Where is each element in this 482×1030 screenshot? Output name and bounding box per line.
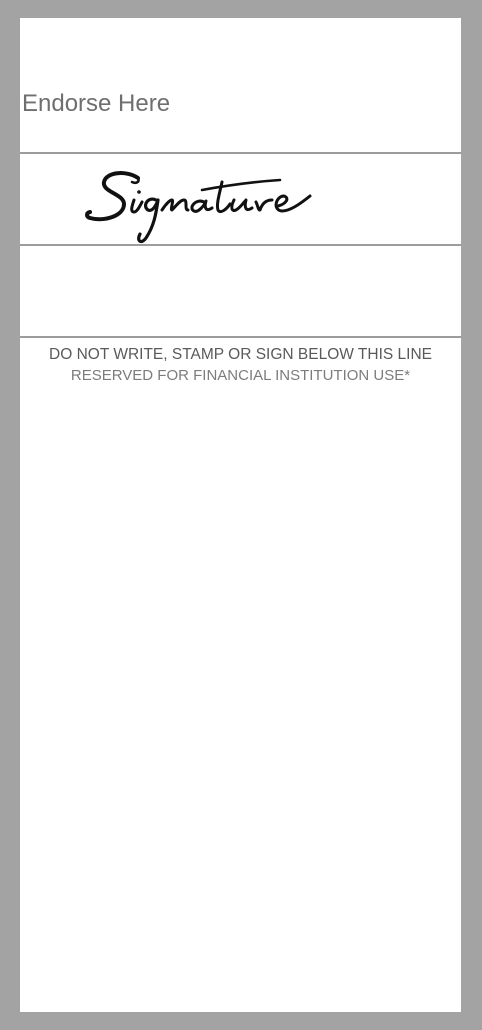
signature-image — [84, 166, 354, 246]
endorse-here-title: Endorse Here — [22, 90, 171, 117]
endorsement-line-middle — [20, 244, 461, 246]
check-back-panel — [20, 18, 461, 1012]
endorsement-line-top — [20, 152, 461, 154]
endorsement-line-bottom — [20, 336, 461, 338]
do-not-write-warning: DO NOT WRITE, STAMP OR SIGN BELOW THIS LINE — [49, 346, 432, 363]
reserved-notice: RESERVED FOR FINANCIAL INSTITUTION USE* — [70, 367, 411, 384]
